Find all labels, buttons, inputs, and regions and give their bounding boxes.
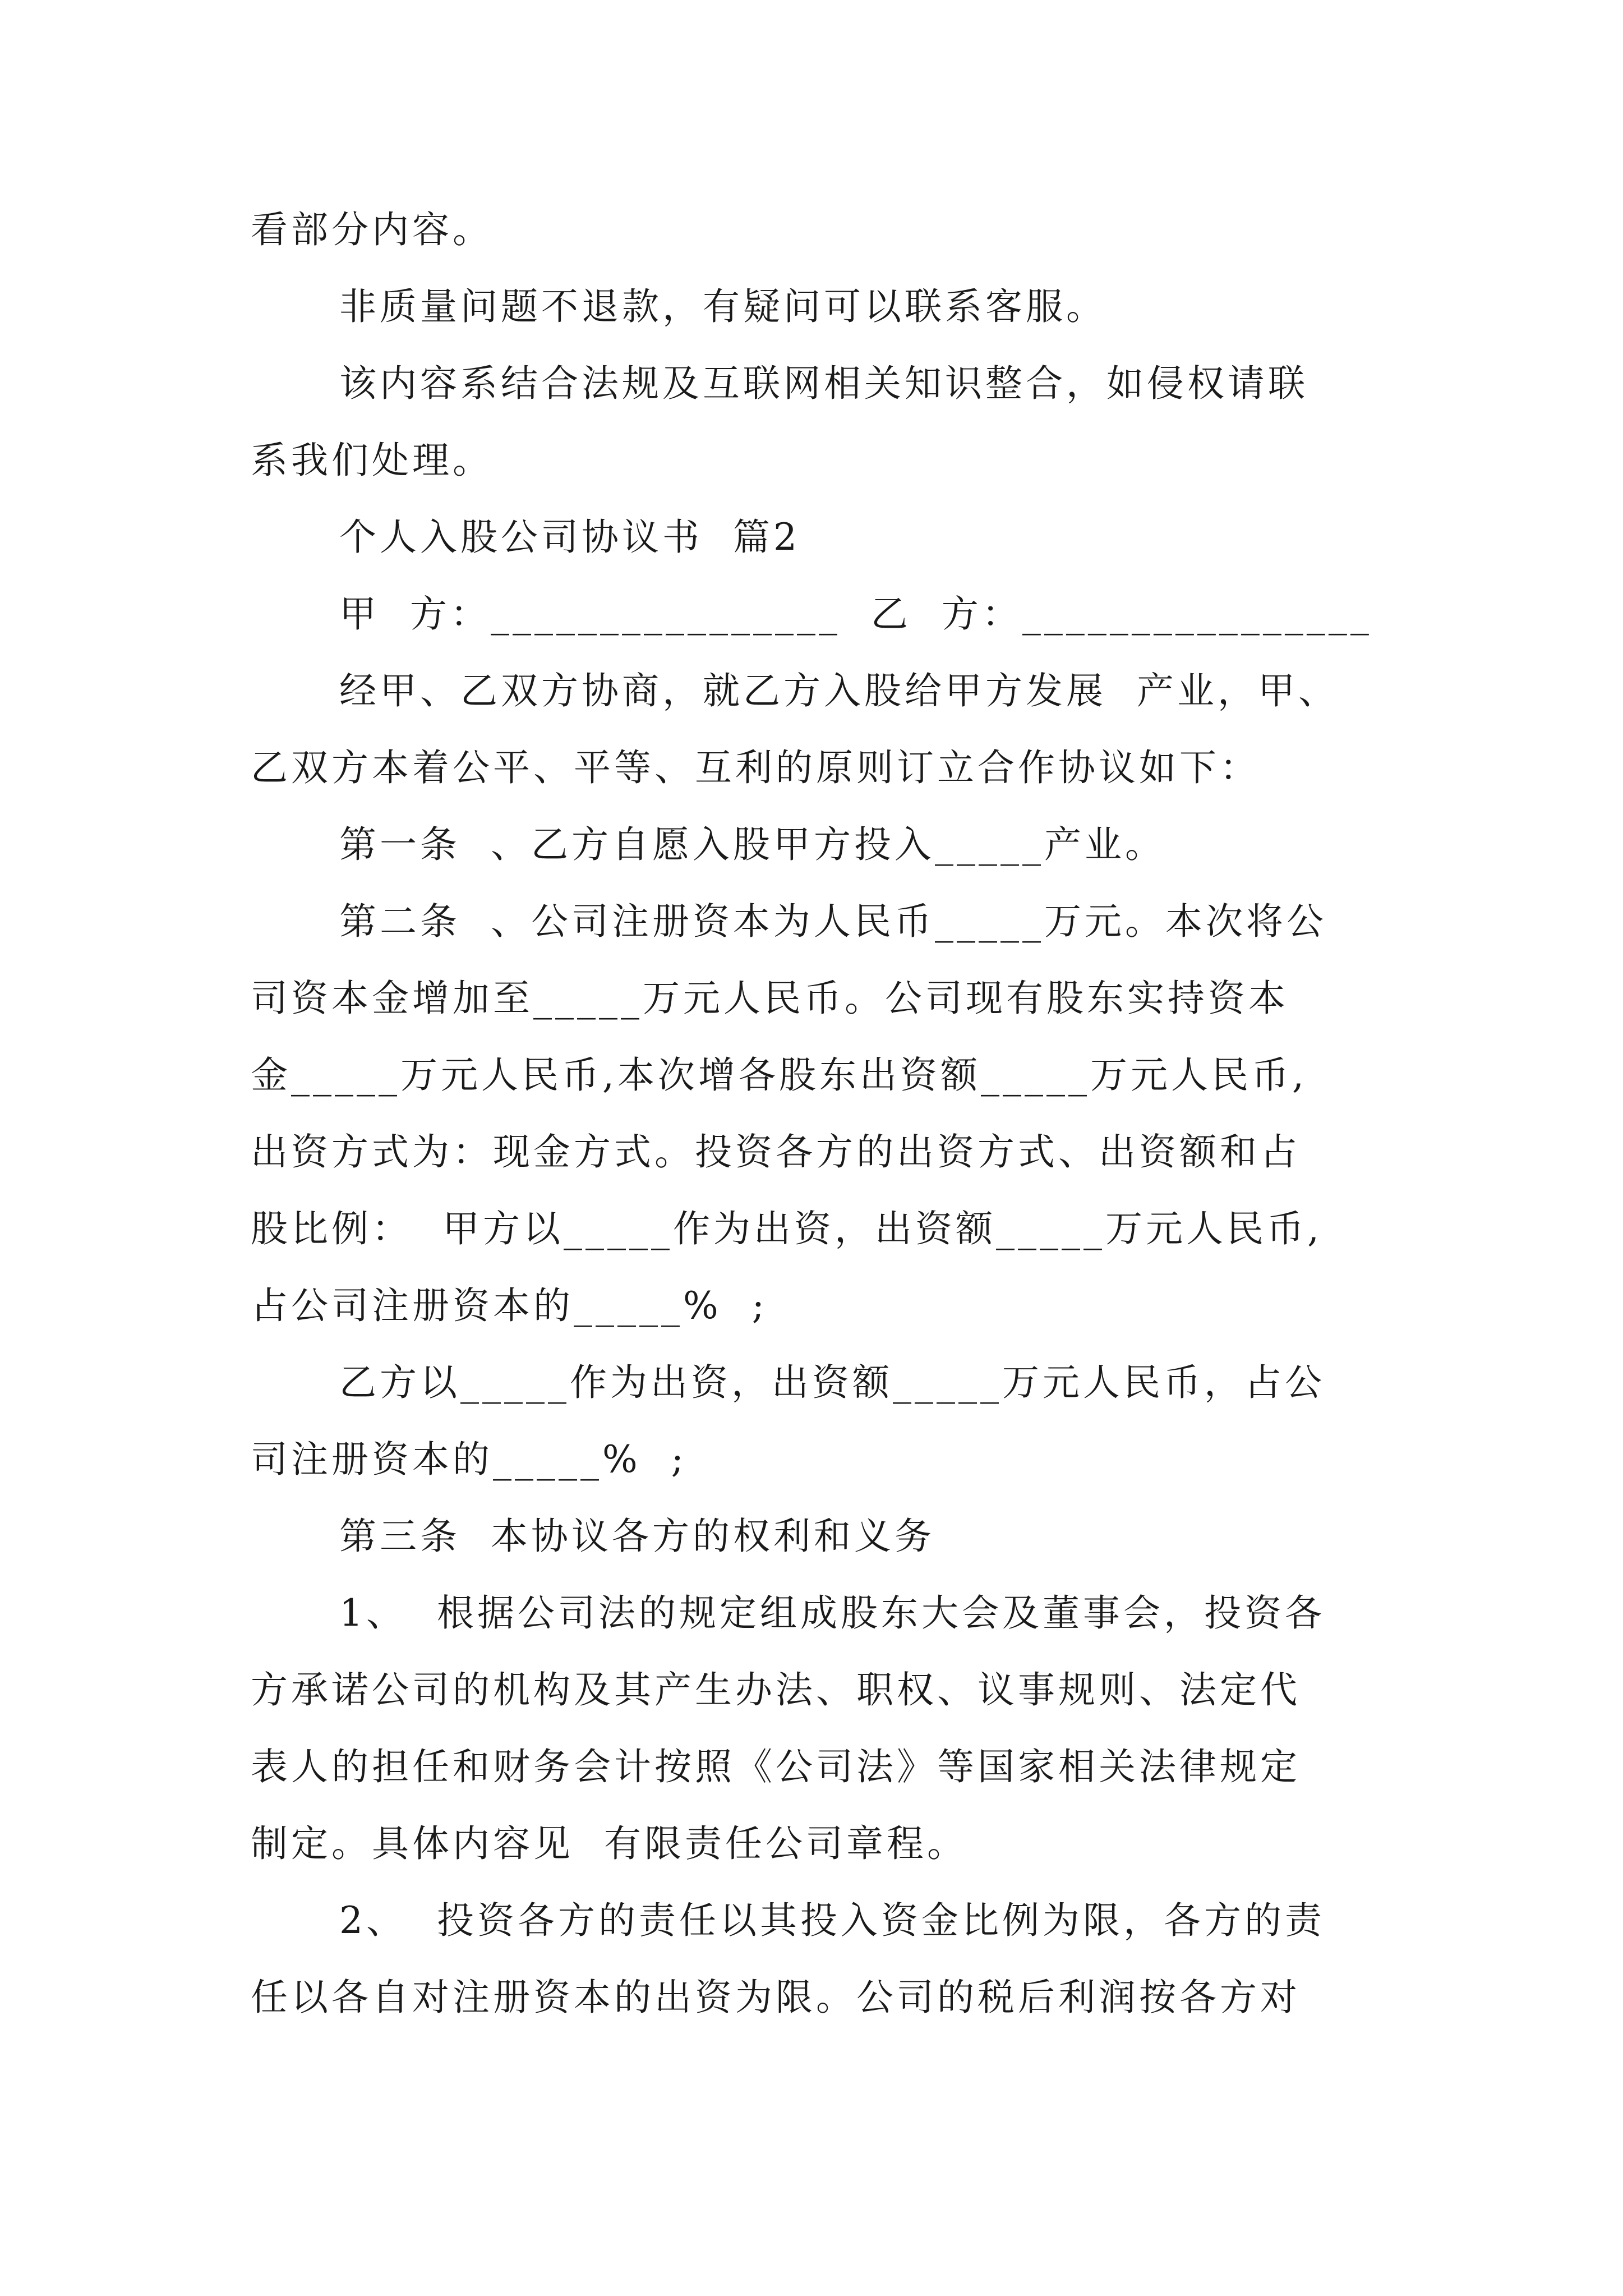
text-line: 乙方以_____作为出资，出资额_____万元人民币，占公: [339, 1361, 1325, 1404]
article-line: 第三条 本协议各方的权利和义务: [339, 1515, 935, 1558]
text-line: 方承诺公司的机构及其产生办法、职权、议事规则、法定代: [251, 1668, 1301, 1711]
text-line: 非质量问题不退款，有疑问可以联系客服。: [339, 285, 1106, 328]
article-line: 第一条 、乙方自愿入股甲方投入_____产业。: [339, 823, 1165, 866]
text-line: 看部分内容。: [251, 208, 493, 251]
text-line: 占公司注册资本的_____% ;: [251, 1284, 768, 1327]
text-line: 乙双方本着公平、平等、互利的原则订立合作协议如下：: [251, 746, 1260, 789]
text-line: 系我们处理。: [251, 439, 493, 482]
text-line: 司注册资本的_____% ;: [251, 1438, 687, 1481]
text-line: 金_____万元人民币,本次增各股东出资额_____万元人民币,: [251, 1053, 1307, 1097]
party-line: 甲 方：________________ 乙 方：________________: [339, 592, 1372, 636]
text-line: 股比例： 甲方以_____作为出资，出资额_____万元人民币,: [251, 1207, 1322, 1250]
list-item: 1、 根据公司法的规定组成股东大会及董事会，投资各: [339, 1591, 1325, 1635]
text-line: 制定。具体内容见 有限责任公司章程。: [251, 1822, 967, 1865]
text-line: 出资方式为：现金方式。投资各方的出资方式、出资额和占: [251, 1130, 1301, 1174]
text-line: 表人的担任和财务会计按照《公司法》等国家相关法律规定: [251, 1745, 1301, 1788]
text-line: 经甲、乙双方协商，就乙方入股给甲方发展 产业，甲、: [339, 669, 1339, 712]
list-item: 2、 投资各方的责任以其投入资金比例为限，各方的责: [339, 1899, 1325, 1942]
section-heading: 个人入股公司协议书 篇2: [339, 516, 800, 559]
article-line: 第二条 、公司注册资本为人民币_____万元。本次将公: [339, 900, 1327, 943]
text-line: 司资本金增加至_____万元人民币。公司现有股东实持资本: [251, 977, 1289, 1020]
text-line: 该内容系结合法规及互联网相关知识整合，如侵权请联: [339, 362, 1308, 405]
text-line: 任以各自对注册资本的出资为限。公司的税后利润按各方对: [251, 1976, 1301, 2019]
